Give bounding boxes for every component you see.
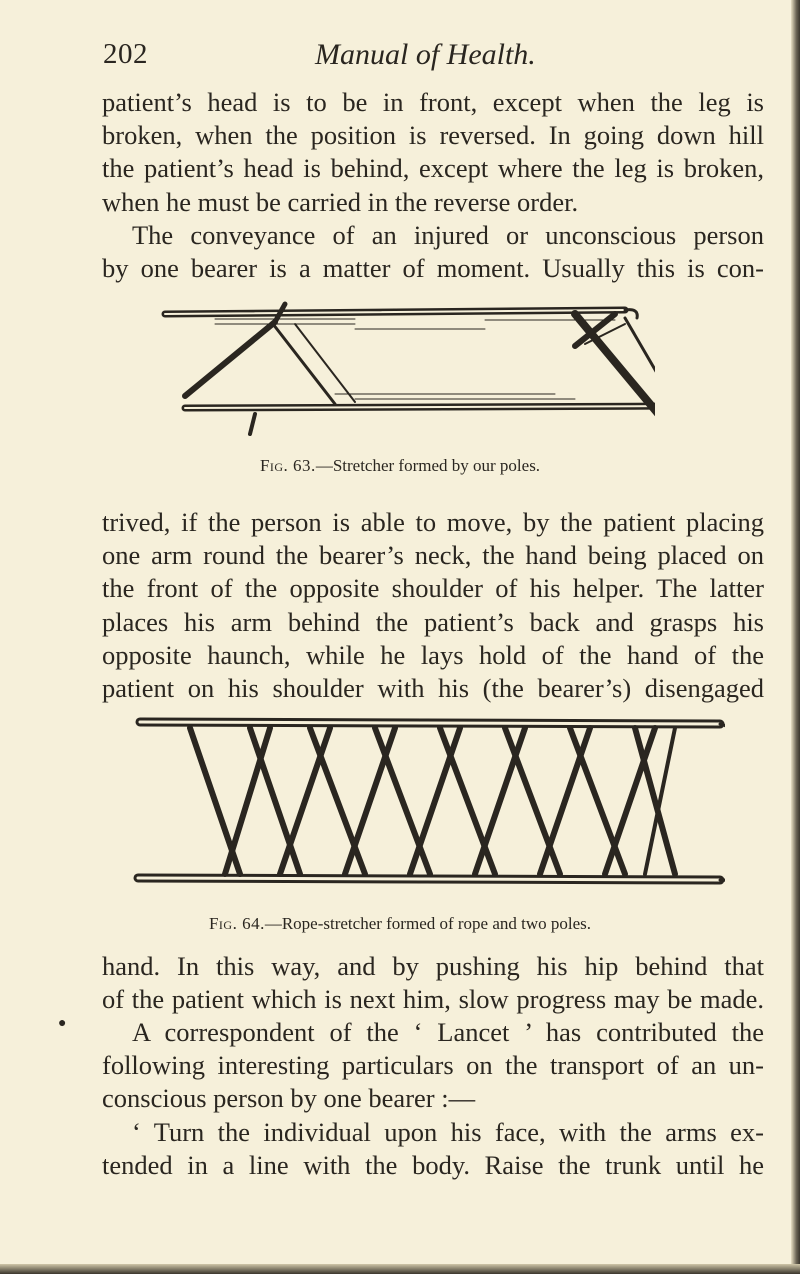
caption-text: —Stretcher formed by our poles. <box>315 456 541 475</box>
text-line: the front of the opposite shoulder of his helper. The latter <box>102 573 764 604</box>
text-line: conscious person by one bearer :— <box>102 1083 476 1114</box>
text-line: opposite haunch, while he lays hold of the hand of the <box>102 639 764 670</box>
text-line: patient’s head is to be in front, except when the leg is <box>102 87 764 117</box>
text-line: A correspondent of the ‘ Lancet ’ has contributed the <box>132 1017 764 1047</box>
text-line: the patient’s head is behind, except where the leg is broken, <box>102 153 764 184</box>
text-line: broken, when the position is reversed. In going down hill <box>102 120 764 151</box>
page-header <box>103 38 763 78</box>
text-line: The conveyance of an injured or unconscious person <box>132 220 764 250</box>
text-line: when he must be carried in the reverse order. <box>102 186 579 217</box>
text-line: tended in a line with the body. Raise the trunk until he <box>102 1150 764 1181</box>
paragraph-3 <box>102 506 764 705</box>
figure-label: Fig. 63. <box>259 456 316 475</box>
page-number: 202 <box>103 38 148 70</box>
page-bottom-edge <box>0 1264 800 1274</box>
text-line: one arm round the bearer’s neck, the hand being placed on <box>102 540 764 571</box>
text-line: patient on his shoulder with his (the bearer’s) disengaged <box>102 673 764 704</box>
paragraph-1 <box>102 86 764 219</box>
figure-label: Fig. 64. <box>208 914 265 933</box>
text-line: hand. In this way, and by pushing his hip behind that <box>102 951 764 981</box>
text-line: ‘ Turn the individual upon his face, with the arms ex- <box>132 1117 764 1147</box>
figure-64-caption <box>0 914 800 934</box>
figure-64-rope-stretcher-illustration <box>130 702 725 902</box>
text-line: trived, if the person is able to move, by the patient placing <box>102 507 764 537</box>
margin-mark: ● <box>58 1016 67 1031</box>
figure-63-caption <box>0 456 800 476</box>
paragraph-6 <box>102 1116 764 1182</box>
paragraph-5 <box>102 1016 764 1116</box>
figure-63-stretcher-illustration <box>155 284 655 452</box>
running-title: Manual of Health. <box>315 38 536 71</box>
paragraph-2 <box>102 219 764 285</box>
page-edge-shadow <box>791 0 800 1274</box>
text-line: places his arm behind the patient’s back and grasps his <box>102 606 764 637</box>
caption-text: —Rope-stretcher formed of rope and two poles. <box>264 914 592 933</box>
text-line: by one bearer is a matter of moment. Usually this is con- <box>102 253 764 284</box>
text-line: of the patient which is next him, slow progress may be made. <box>102 984 764 1015</box>
paragraph-4 <box>102 950 764 1016</box>
text-line: following interesting particulars on the transport of an un- <box>102 1050 764 1081</box>
